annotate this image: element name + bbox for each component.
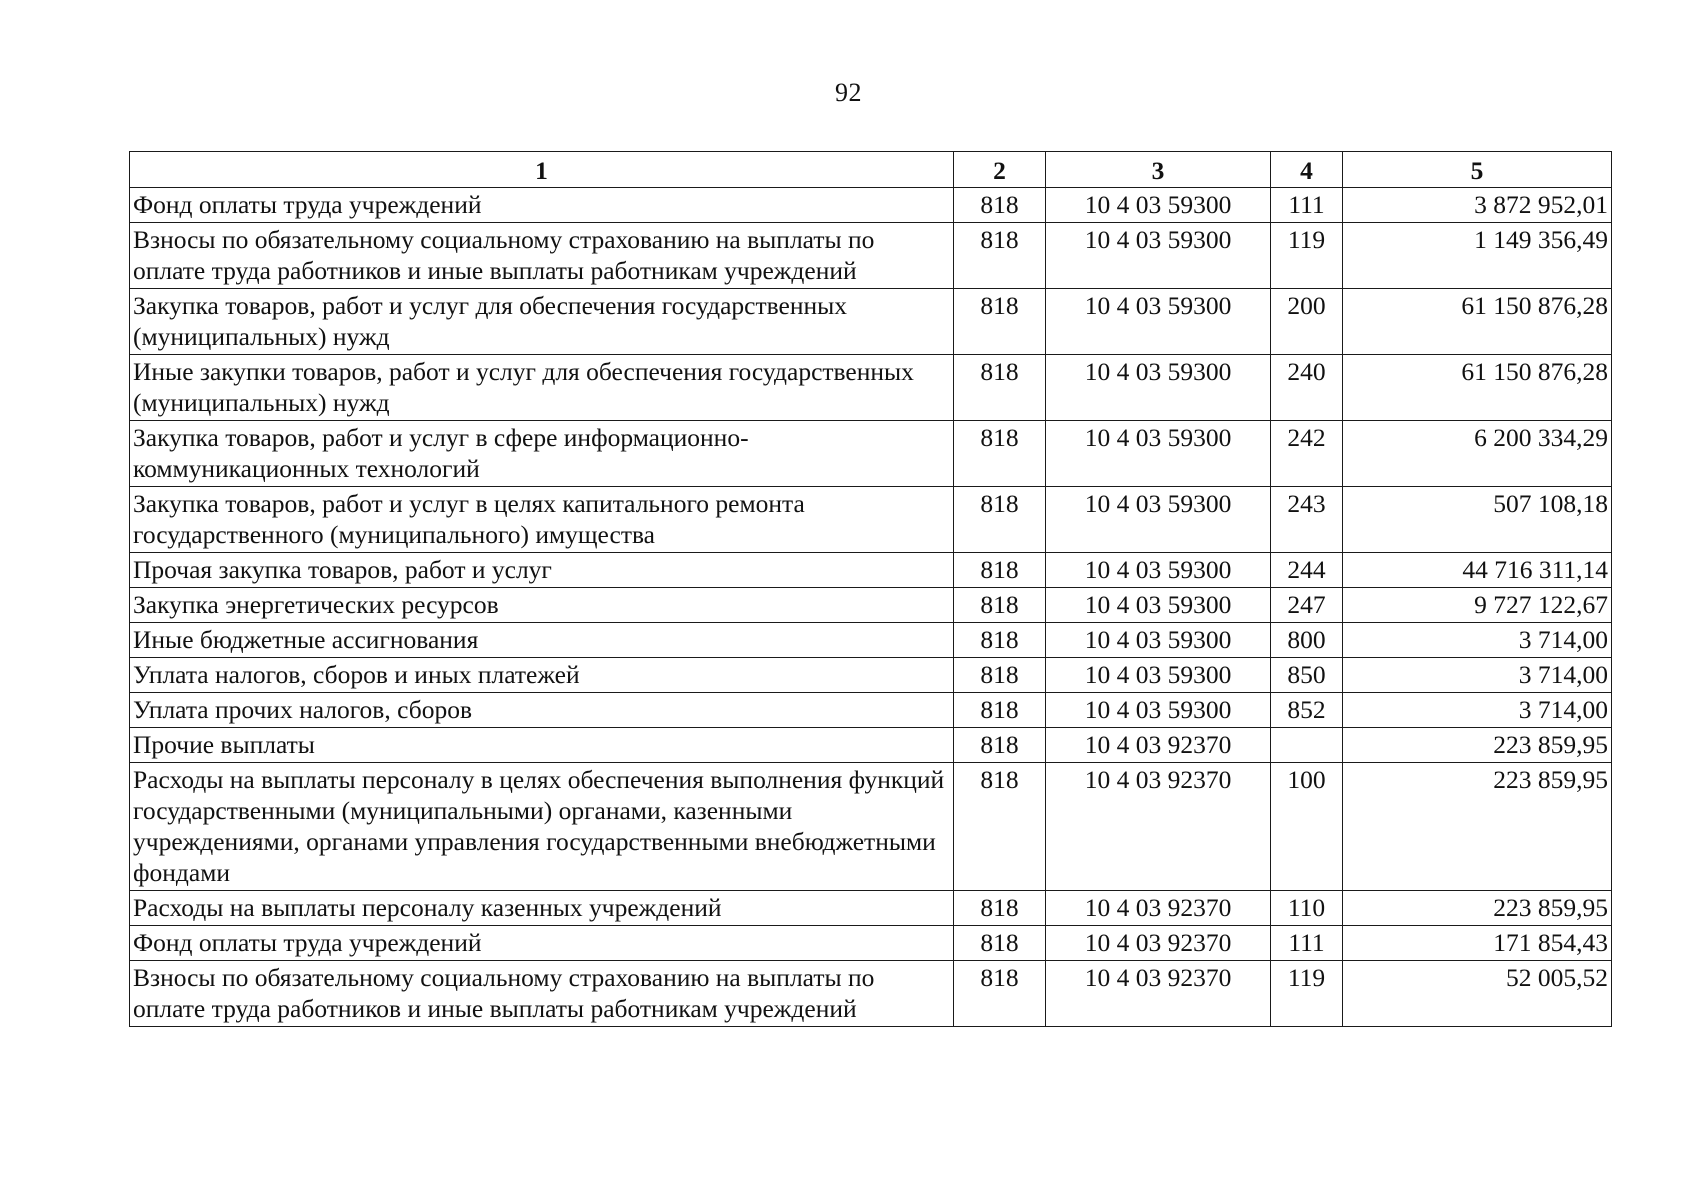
table-row <box>130 223 1612 289</box>
table-row <box>130 891 1612 926</box>
row-type-cell: 111 <box>1271 188 1343 223</box>
row-amount-cell: 9 727 122,67 <box>1343 588 1612 623</box>
table-row <box>130 658 1612 693</box>
table-body <box>130 188 1612 1027</box>
budget-table <box>129 151 1612 1027</box>
row-code-cell: 818 <box>954 487 1046 553</box>
table-header-row <box>130 152 1612 188</box>
table-row <box>130 487 1612 553</box>
row-target-cell: 10 4 03 59300 <box>1046 588 1271 623</box>
row-target-cell: 10 4 03 59300 <box>1046 421 1271 487</box>
row-type-cell: 247 <box>1271 588 1343 623</box>
row-code-cell: 818 <box>954 421 1046 487</box>
row-name-cell: Закупка товаров, работ и услуг в сфере информационно-коммуникационных технологий <box>130 421 954 487</box>
row-amount-cell: 3 714,00 <box>1343 658 1612 693</box>
row-type-cell: 850 <box>1271 658 1343 693</box>
row-type-cell: 244 <box>1271 553 1343 588</box>
table-row <box>130 763 1612 891</box>
row-target-cell: 10 4 03 59300 <box>1046 223 1271 289</box>
row-type-cell: 240 <box>1271 355 1343 421</box>
row-type-cell: 111 <box>1271 926 1343 961</box>
table-row <box>130 693 1612 728</box>
row-amount-cell: 171 854,43 <box>1343 926 1612 961</box>
row-amount-cell: 3 714,00 <box>1343 693 1612 728</box>
row-code-cell: 818 <box>954 891 1046 926</box>
row-amount-cell: 6 200 334,29 <box>1343 421 1612 487</box>
row-code-cell: 818 <box>954 188 1046 223</box>
column-header-4: 4 <box>1271 152 1343 188</box>
row-name-cell: Иные закупки товаров, работ и услуг для обеспечения государственных (муниципальных) нужд <box>130 355 954 421</box>
row-target-cell: 10 4 03 92370 <box>1046 926 1271 961</box>
row-name-cell: Уплата прочих налогов, сборов <box>130 693 954 728</box>
column-header-1: 1 <box>130 152 954 188</box>
row-name-cell: Взносы по обязательному социальному страхованию на выплаты по оплате труда работников и иные выплаты работникам учреждений <box>130 961 954 1027</box>
row-type-cell: 119 <box>1271 961 1343 1027</box>
row-amount-cell: 61 150 876,28 <box>1343 355 1612 421</box>
row-type-cell: 243 <box>1271 487 1343 553</box>
row-code-cell: 818 <box>954 763 1046 891</box>
column-header-5: 5 <box>1343 152 1612 188</box>
row-type-cell: 852 <box>1271 693 1343 728</box>
row-type-cell: 100 <box>1271 763 1343 891</box>
row-target-cell: 10 4 03 59300 <box>1046 623 1271 658</box>
row-code-cell: 818 <box>954 553 1046 588</box>
row-code-cell: 818 <box>954 289 1046 355</box>
row-type-cell: 242 <box>1271 421 1343 487</box>
row-name-cell: Взносы по обязательному социальному страхованию на выплаты по оплате труда работников и иные выплаты работникам учреждений <box>130 223 954 289</box>
row-name-cell: Расходы на выплаты персоналу в целях обеспечения выполнения функций государственными (муниципальными) органами, казенными учреждениями, органами управления государственными внебюджетными фондами <box>130 763 954 891</box>
row-amount-cell: 1 149 356,49 <box>1343 223 1612 289</box>
row-name-cell: Расходы на выплаты персоналу казенных учреждений <box>130 891 954 926</box>
row-amount-cell: 3 872 952,01 <box>1343 188 1612 223</box>
row-target-cell: 10 4 03 59300 <box>1046 355 1271 421</box>
table-row <box>130 926 1612 961</box>
row-code-cell: 818 <box>954 588 1046 623</box>
table-row <box>130 421 1612 487</box>
page-number: 92 <box>835 78 862 107</box>
row-amount-cell: 61 150 876,28 <box>1343 289 1612 355</box>
table-row <box>130 289 1612 355</box>
table-row <box>130 728 1612 763</box>
row-target-cell: 10 4 03 92370 <box>1046 763 1271 891</box>
row-type-cell: 800 <box>1271 623 1343 658</box>
row-name-cell: Фонд оплаты труда учреждений <box>130 926 954 961</box>
row-target-cell: 10 4 03 59300 <box>1046 188 1271 223</box>
row-type-cell <box>1271 728 1343 763</box>
row-target-cell: 10 4 03 92370 <box>1046 891 1271 926</box>
row-name-cell: Закупка энергетических ресурсов <box>130 588 954 623</box>
row-amount-cell: 223 859,95 <box>1343 728 1612 763</box>
row-target-cell: 10 4 03 59300 <box>1046 553 1271 588</box>
row-target-cell: 10 4 03 92370 <box>1046 961 1271 1027</box>
row-code-cell: 818 <box>954 926 1046 961</box>
column-header-3: 3 <box>1046 152 1271 188</box>
row-amount-cell: 3 714,00 <box>1343 623 1612 658</box>
table-row <box>130 188 1612 223</box>
table-row <box>130 623 1612 658</box>
row-name-cell: Закупка товаров, работ и услуг для обеспечения государственных (муниципальных) нужд <box>130 289 954 355</box>
row-type-cell: 119 <box>1271 223 1343 289</box>
row-code-cell: 818 <box>954 223 1046 289</box>
row-name-cell: Иные бюджетные ассигнования <box>130 623 954 658</box>
row-target-cell: 10 4 03 59300 <box>1046 693 1271 728</box>
row-code-cell: 818 <box>954 355 1046 421</box>
row-name-cell: Уплата налогов, сборов и иных платежей <box>130 658 954 693</box>
row-name-cell: Фонд оплаты труда учреждений <box>130 188 954 223</box>
table-row <box>130 355 1612 421</box>
row-target-cell: 10 4 03 59300 <box>1046 487 1271 553</box>
table-row <box>130 588 1612 623</box>
row-amount-cell: 223 859,95 <box>1343 763 1612 891</box>
row-target-cell: 10 4 03 92370 <box>1046 728 1271 763</box>
row-code-cell: 818 <box>954 961 1046 1027</box>
row-amount-cell: 223 859,95 <box>1343 891 1612 926</box>
row-amount-cell: 44 716 311,14 <box>1343 553 1612 588</box>
row-name-cell: Закупка товаров, работ и услуг в целях капитального ремонта государственного (муниципального) имущества <box>130 487 954 553</box>
column-header-2: 2 <box>954 152 1046 188</box>
row-type-cell: 110 <box>1271 891 1343 926</box>
row-target-cell: 10 4 03 59300 <box>1046 289 1271 355</box>
table-row <box>130 961 1612 1027</box>
row-code-cell: 818 <box>954 623 1046 658</box>
row-code-cell: 818 <box>954 658 1046 693</box>
table-row <box>130 553 1612 588</box>
row-type-cell: 200 <box>1271 289 1343 355</box>
row-amount-cell: 507 108,18 <box>1343 487 1612 553</box>
row-amount-cell: 52 005,52 <box>1343 961 1612 1027</box>
row-name-cell: Прочие выплаты <box>130 728 954 763</box>
row-name-cell: Прочая закупка товаров, работ и услуг <box>130 553 954 588</box>
row-target-cell: 10 4 03 59300 <box>1046 658 1271 693</box>
row-code-cell: 818 <box>954 728 1046 763</box>
row-code-cell: 818 <box>954 693 1046 728</box>
